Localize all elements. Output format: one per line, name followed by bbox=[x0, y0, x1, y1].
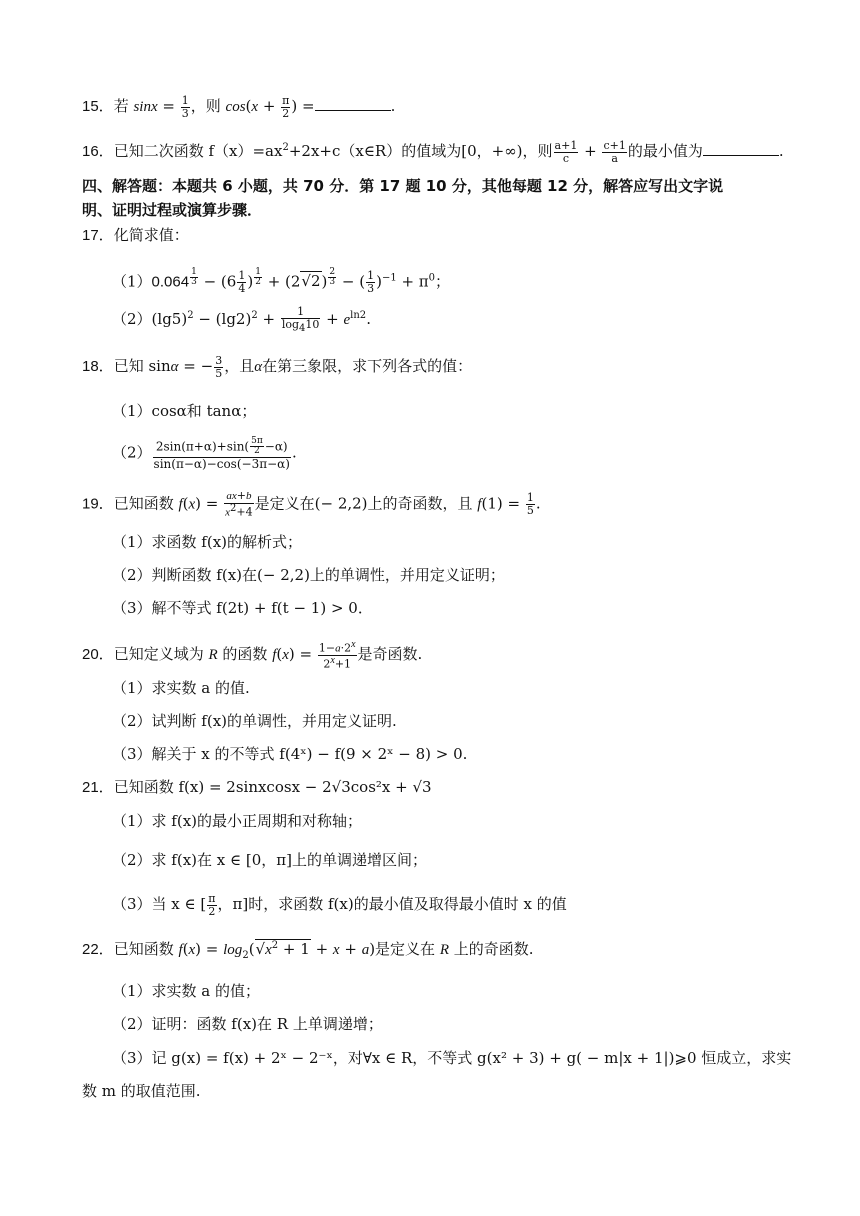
question-number: 15． bbox=[82, 98, 114, 116]
question-16: 16．已知二次函数 $f(x)=ax^2+2x+c(x\in R)$的值域为[0，+∞)，则 $\frac{a+1}{c}$ + $\frac{c+1}{a}$ 的最小值为 . bbox=[82, 139, 784, 165]
q20-part-3: （3）解关于 x 的不等式 f(4ˣ) − f(9 × 2ˣ − 8) > 0. bbox=[112, 745, 468, 763]
answer-blank[interactable] bbox=[703, 141, 779, 156]
q21-part-3: （3）当 x ∈ [ $\frac{\pi}{2}$ ，π]时，求函数 f(x)的最小值及取得最小值时 x 的值 bbox=[112, 892, 567, 918]
question-title: 已知函数 f(x) = 2sinxcosx − 2√3cos²x + √3 bbox=[113, 778, 432, 796]
question-15: 15．若 sinx = $\frac{1}{3}$ ，则 cos(x + $\frac{\pi}{2}$ ) = . bbox=[82, 94, 396, 120]
question-18: 18．已知 sinα = − $\frac{3}{5}$ ，且α在第三象限，求下列各式的值： bbox=[82, 354, 473, 380]
answer-blank[interactable] bbox=[315, 96, 391, 111]
q22-part-1: （1）求实数 a 的值； bbox=[112, 982, 261, 1000]
q19-part-1: （1）求函数 f(x)的解析式； bbox=[112, 533, 303, 551]
question-title: 化简求值： bbox=[113, 226, 189, 244]
q22-part-3: （3）记 g(x) = f(x) + 2ˣ − 2⁻ˣ，对∀x ∈ R，不等式 g(x² + 3) + g( − m|x + 1|)⩾0 恒成立，求实 bbox=[112, 1049, 792, 1067]
question-21 bbox=[82, 778, 432, 797]
q17-part-2: $(2)(\lg 5)^2 - (\lg 2)^2$ + $\frac{1}{\log_410}$ + $e^{ln2}$. bbox=[112, 305, 371, 334]
q19-part-2: （2）判断函数 f(x)在(− 2,2)上的单调性，并用定义证明； bbox=[112, 566, 505, 584]
question-number: 19． bbox=[82, 495, 114, 513]
q20-part-2: （2）试判断 f(x)的单调性，并用定义证明. bbox=[112, 712, 397, 730]
part-text: ，π]时，求函数 f(x)的最小值及取得最小值时 x 的值 bbox=[217, 895, 567, 914]
part-label: （2） bbox=[112, 310, 152, 329]
question-number: 17． bbox=[82, 227, 114, 244]
section-heading-cont: 明、证明过程或演算步骤． bbox=[82, 201, 263, 219]
part-label: （1） bbox=[112, 272, 152, 291]
part-text: （3）当 x ∈ [ bbox=[112, 895, 207, 914]
question-22: 22．已知函数 $f(x) = \log_2(√x^2 + 1 + x + a)$是定义在 R 上的奇函数. bbox=[82, 940, 534, 961]
part-label: （2） bbox=[112, 443, 152, 462]
section-heading: 四、解答题：本题共 6 小题，共 70 分．第 17 题 10 分，其他每题 12 分，解答应写出文字说 bbox=[82, 177, 724, 195]
q21-part-1: （1）求 f(x)的最小正周期和对称轴； bbox=[112, 812, 363, 830]
question-19: 19．已知函数 f(x) = $\frac{ax+b}{x^2+4}$ 是定义在(− 2,2)上的奇函数，且 f(1) = $\frac{1}{5}$ . bbox=[82, 489, 541, 519]
question-number: 18． bbox=[82, 358, 114, 376]
q19-part-3: （3）解不等式 f(2t) + f(t − 1) > 0． bbox=[112, 599, 373, 617]
question-number: 20． bbox=[82, 646, 114, 664]
question-20: 20．已知定义域为 R 的函数 f(x) = $\frac{1-a\cdot 2^x}{2^x+1}$ 是奇函数. bbox=[82, 639, 423, 671]
q18-part-1: （1）cosα和 tanα； bbox=[112, 402, 257, 420]
q17-part-1: （1）0.064 $^{\frac{1}{3}}$ − (6 $\frac{1}{4}$ ) $^{\frac{1}{2}}$ + (2√2) $^{\frac{2}{3}}$ − ( $\frac{1}{3}$ )$^{-1} + \pi^0$； bbox=[112, 267, 451, 295]
q18-part-2: （2） 2sin(π+α)+sin( $\frac{5\pi}{2}$ −α) sin(π−α)−cos(−3π−α) . bbox=[112, 436, 297, 471]
question-number: 16． bbox=[82, 143, 114, 161]
q22-part-3-cont: 数 m 的取值范围. bbox=[82, 1082, 201, 1100]
question-17 bbox=[82, 226, 189, 245]
question-number: 21． bbox=[82, 779, 114, 796]
question-number: 22． bbox=[82, 941, 114, 958]
q21-part-2: （2）求 f(x)在 x ∈ [0，π]上的单调递增区间； bbox=[112, 851, 428, 869]
q20-part-1: （1）求实数 a 的值. bbox=[112, 679, 250, 697]
q22-part-2: （2）证明：函数 f(x)在 R 上单调递增； bbox=[112, 1015, 383, 1033]
